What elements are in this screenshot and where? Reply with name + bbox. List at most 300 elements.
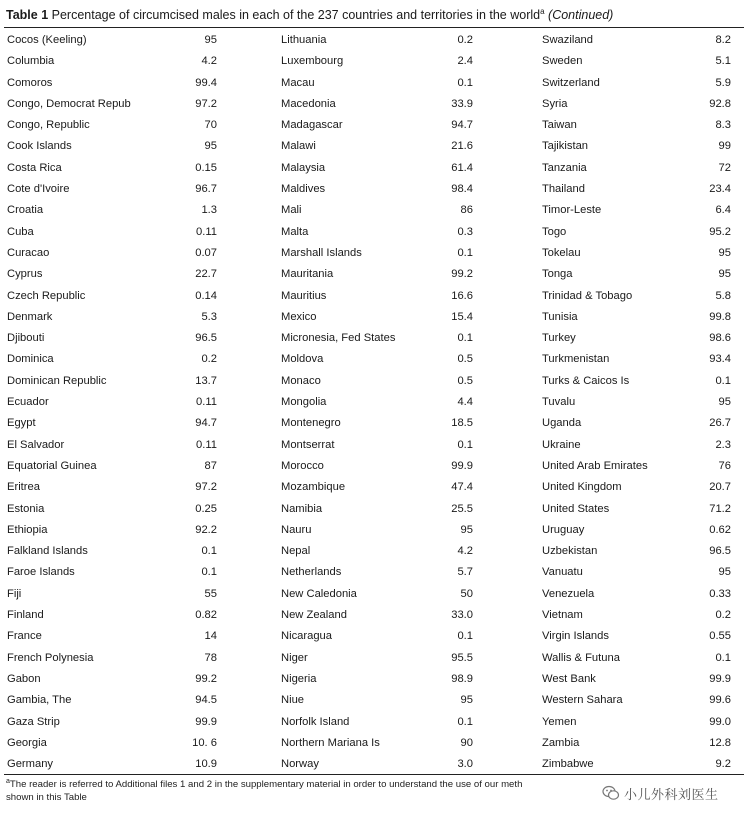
percentage-value: 0.55 xyxy=(709,630,731,643)
country-name: Zimbabwe xyxy=(542,758,594,771)
table-row xyxy=(281,51,481,72)
country-name: Madagascar xyxy=(281,119,343,132)
country-name: Equatorial Guinea xyxy=(7,459,97,472)
table-row xyxy=(7,733,237,754)
table-row xyxy=(281,648,481,669)
country-name: West Bank xyxy=(542,672,596,685)
country-name: Zambia xyxy=(542,736,580,749)
percentage-value: 95 xyxy=(204,34,217,46)
country-name: Malawi xyxy=(281,140,316,153)
percentage-value: 95 xyxy=(718,396,731,409)
percentage-value: 2.4 xyxy=(457,55,473,68)
table-row xyxy=(7,328,237,349)
country-name: Turks & Caicos Is xyxy=(542,374,630,387)
country-name: Venezuela xyxy=(542,587,595,600)
table-row xyxy=(542,179,739,200)
country-name: Columbia xyxy=(7,55,55,68)
table-column-1 xyxy=(7,30,237,775)
table-row xyxy=(281,562,481,583)
percentage-value: 99.9 xyxy=(709,672,731,685)
table-row xyxy=(542,73,739,94)
table-row xyxy=(7,371,237,392)
percentage-value: 92.2 xyxy=(195,523,217,536)
table-row xyxy=(7,435,237,456)
table-row xyxy=(281,754,481,775)
percentage-value: 99.2 xyxy=(451,268,473,281)
table-row xyxy=(542,200,739,221)
table-column-3 xyxy=(542,30,739,775)
table-label: Table 1 xyxy=(6,8,49,22)
table-row xyxy=(542,371,739,392)
table-row xyxy=(7,392,237,413)
table-bottom-rule xyxy=(4,774,744,775)
footnote-text-tail: shown in this Table xyxy=(6,792,87,803)
percentage-value: 0.33 xyxy=(709,587,731,600)
table-row xyxy=(542,648,739,669)
table-row xyxy=(542,392,739,413)
table-row xyxy=(281,605,481,626)
watermark-text: 小儿外科刘医生 xyxy=(624,787,719,803)
table-row xyxy=(7,222,237,243)
country-name: Gaza Strip xyxy=(7,715,60,728)
country-name: Mexico xyxy=(281,310,317,323)
country-name: Tokelau xyxy=(542,246,581,259)
country-name: Turkmenistan xyxy=(542,353,610,366)
table-row xyxy=(542,520,739,541)
table-row xyxy=(7,115,237,136)
country-name: Western Sahara xyxy=(542,694,623,707)
table-row xyxy=(542,158,739,179)
country-name: Northern Mariana Is xyxy=(281,736,380,749)
table-row xyxy=(7,562,237,583)
table-row xyxy=(281,30,481,51)
table-top-rule xyxy=(4,27,744,28)
percentage-value: 99.8 xyxy=(709,310,731,323)
table-row xyxy=(542,349,739,370)
table-row xyxy=(281,307,481,328)
table-row xyxy=(7,158,237,179)
country-name: Mauritius xyxy=(281,289,327,302)
country-name: Ukraine xyxy=(542,438,581,451)
table-row xyxy=(7,243,237,264)
table-row xyxy=(281,349,481,370)
country-name: Cote d'Ivoire xyxy=(7,183,70,196)
country-name: Fiji xyxy=(7,587,22,600)
table-title: Percentage of circumcised males in each of the 237 countries and territories in the world xyxy=(51,8,541,22)
country-name: France xyxy=(7,630,42,643)
table-row xyxy=(542,94,739,115)
percentage-value: 99.9 xyxy=(451,459,473,472)
percentage-value: 5.7 xyxy=(457,566,473,579)
percentage-value: 0.2 xyxy=(457,34,473,46)
table-row xyxy=(281,626,481,647)
table-row xyxy=(281,435,481,456)
table-column-2 xyxy=(281,30,481,775)
footnote-marker: a xyxy=(6,777,10,785)
table-row xyxy=(542,30,739,51)
table-caption xyxy=(6,7,743,23)
table-row xyxy=(281,392,481,413)
country-name: Wallis & Futuna xyxy=(542,651,620,664)
percentage-value: 97.2 xyxy=(195,481,217,494)
table-row xyxy=(542,115,739,136)
country-name: Nigeria xyxy=(281,672,317,685)
percentage-value: 86 xyxy=(460,204,473,217)
country-name: Ecuador xyxy=(7,396,49,409)
country-name: Mozambique xyxy=(281,481,346,494)
country-name: Ethiopia xyxy=(7,523,48,536)
country-name: French Polynesia xyxy=(7,651,94,664)
percentage-value: 1.3 xyxy=(201,204,217,217)
table-row xyxy=(542,456,739,477)
percentage-value: 99.6 xyxy=(709,694,731,707)
country-name: United Arab Emirates xyxy=(542,459,648,472)
percentage-value: 95 xyxy=(718,566,731,579)
table-row xyxy=(281,690,481,711)
table-row xyxy=(542,499,739,520)
country-name: Trinidad & Tobago xyxy=(542,289,633,302)
table-row xyxy=(7,648,237,669)
table-row xyxy=(7,712,237,733)
country-name: Syria xyxy=(542,97,568,110)
country-name: Yemen xyxy=(542,715,577,728)
country-name: Congo, Democrat Repub xyxy=(7,97,131,110)
country-name: Nicaragua xyxy=(281,630,332,643)
table-row xyxy=(542,605,739,626)
percentage-value: 97.2 xyxy=(195,97,217,110)
percentage-value: 5.1 xyxy=(715,55,731,68)
country-name: Gambia, The xyxy=(7,694,72,707)
country-name: Marshall Islands xyxy=(281,246,362,259)
table-row xyxy=(7,669,237,690)
percentage-value: 0.2 xyxy=(201,353,217,366)
percentage-value: 95 xyxy=(460,523,473,536)
percentage-value: 0.5 xyxy=(457,353,473,366)
country-name: Vietnam xyxy=(542,609,583,622)
country-name: Timor-Leste xyxy=(542,204,602,217)
table-row xyxy=(542,51,739,72)
country-name: Micronesia, Fed States xyxy=(281,332,396,345)
percentage-value: 9.2 xyxy=(715,758,731,771)
percentage-value: 16.6 xyxy=(451,289,473,302)
percentage-value: 98.9 xyxy=(451,672,473,685)
table-row xyxy=(281,222,481,243)
percentage-value: 61.4 xyxy=(451,161,473,174)
percentage-value: 23.4 xyxy=(709,183,731,196)
country-name: Netherlands xyxy=(281,566,342,579)
country-name: Djibouti xyxy=(7,332,45,345)
percentage-value: 25.5 xyxy=(451,502,473,515)
table-row xyxy=(7,51,237,72)
footnote-text: The reader is referred to Additional files 1 and 2 in the supplementary material in order to understand the use of our meth xyxy=(9,779,523,790)
table-row xyxy=(281,712,481,733)
country-name: Niue xyxy=(281,694,305,707)
table-row xyxy=(7,179,237,200)
percentage-value: 0.15 xyxy=(195,161,217,174)
table-row xyxy=(7,73,237,94)
country-name: Niger xyxy=(281,651,308,664)
table-row xyxy=(7,754,237,775)
percentage-value: 95 xyxy=(460,694,473,707)
country-name: Czech Republic xyxy=(7,289,86,302)
percentage-value: 0.07 xyxy=(195,246,217,259)
table-row xyxy=(7,349,237,370)
table-row xyxy=(542,264,739,285)
percentage-value: 15.4 xyxy=(451,310,473,323)
percentage-value: 55 xyxy=(204,587,217,600)
table-row xyxy=(7,605,237,626)
percentage-value: 5.3 xyxy=(201,310,217,323)
table-row xyxy=(281,733,481,754)
percentage-value: 33.0 xyxy=(451,609,473,622)
country-name: Mali xyxy=(281,204,302,217)
percentage-value: 6.4 xyxy=(715,204,731,217)
table-row xyxy=(7,541,237,562)
percentage-value: 0.1 xyxy=(201,545,217,558)
country-name: Dominica xyxy=(7,353,54,366)
percentage-value: 21.6 xyxy=(451,140,473,153)
percentage-value: 0.1 xyxy=(457,438,473,451)
percentage-value: 14 xyxy=(204,630,217,643)
percentage-value: 0.1 xyxy=(715,651,731,664)
percentage-value: 96.7 xyxy=(195,183,217,196)
country-name: United Kingdom xyxy=(542,481,622,494)
table-row xyxy=(7,200,237,221)
country-name: Montserrat xyxy=(281,438,335,451)
country-name: Morocco xyxy=(281,459,324,472)
table-row xyxy=(542,413,739,434)
table-row xyxy=(281,115,481,136)
percentage-value: 18.5 xyxy=(451,417,473,430)
percentage-value: 98.4 xyxy=(451,183,473,196)
percentage-value: 4.2 xyxy=(457,545,473,558)
country-name: Macau xyxy=(281,76,315,89)
percentage-value: 0.2 xyxy=(715,609,731,622)
table-row xyxy=(7,94,237,115)
percentage-value: 0.1 xyxy=(457,332,473,345)
table-row xyxy=(7,264,237,285)
percentage-value: 95 xyxy=(718,268,731,281)
country-name: Namibia xyxy=(281,502,323,515)
table-row xyxy=(542,435,739,456)
percentage-value: 0.1 xyxy=(715,374,731,387)
percentage-value: 0.82 xyxy=(195,609,217,622)
percentage-value: 0.25 xyxy=(195,502,217,515)
percentage-value: 12.8 xyxy=(709,736,731,749)
country-name: Tunisia xyxy=(542,310,578,323)
table-row xyxy=(542,690,739,711)
country-name: El Salvador xyxy=(7,438,65,451)
table-row xyxy=(281,413,481,434)
table-row xyxy=(281,243,481,264)
percentage-value: 94.7 xyxy=(451,119,473,132)
table-row xyxy=(7,690,237,711)
country-name: Costa Rica xyxy=(7,161,62,174)
country-name: Luxembourg xyxy=(281,55,344,68)
table-row xyxy=(542,541,739,562)
country-name: Swaziland xyxy=(542,34,593,46)
percentage-value: 99 xyxy=(718,140,731,153)
percentage-value: 0.1 xyxy=(457,246,473,259)
country-name: Moldova xyxy=(281,353,324,366)
table-row xyxy=(281,286,481,307)
country-name: Malta xyxy=(281,225,309,238)
table-row xyxy=(7,477,237,498)
percentage-value: 99.0 xyxy=(709,715,731,728)
country-name: Montenegro xyxy=(281,417,341,430)
percentage-value: 92.8 xyxy=(709,97,731,110)
table-row xyxy=(281,371,481,392)
percentage-value: 94.7 xyxy=(195,417,217,430)
country-name: Thailand xyxy=(542,183,585,196)
country-name: Nauru xyxy=(281,523,312,536)
percentage-value: 70 xyxy=(204,119,217,132)
country-name: Norway xyxy=(281,758,319,771)
country-name: Faroe Islands xyxy=(7,566,75,579)
percentage-value: 96.5 xyxy=(195,332,217,345)
country-name: Maldives xyxy=(281,183,326,196)
percentage-value: 76 xyxy=(718,459,731,472)
table-row xyxy=(542,477,739,498)
percentage-value: 87 xyxy=(204,459,217,472)
table-row xyxy=(281,179,481,200)
table-row xyxy=(542,136,739,157)
percentage-value: 72 xyxy=(718,161,731,174)
country-name: Switzerland xyxy=(542,76,600,89)
percentage-value: 0.1 xyxy=(201,566,217,579)
percentage-value: 0.62 xyxy=(709,523,731,536)
country-name: New Caledonia xyxy=(281,587,357,600)
table-row xyxy=(281,669,481,690)
percentage-value: 99.4 xyxy=(195,76,217,89)
country-name: Curacao xyxy=(7,246,50,259)
percentage-value: 0.1 xyxy=(457,630,473,643)
table-row xyxy=(542,328,739,349)
percentage-value: 99.9 xyxy=(195,715,217,728)
table-row xyxy=(281,94,481,115)
table-row xyxy=(7,286,237,307)
table-row xyxy=(7,307,237,328)
country-name: Cuba xyxy=(7,225,34,238)
table-row xyxy=(7,136,237,157)
percentage-value: 0.11 xyxy=(196,225,217,238)
table-row xyxy=(542,562,739,583)
country-name: New Zealand xyxy=(281,609,347,622)
percentage-value: 95 xyxy=(718,246,731,259)
country-name: Malaysia xyxy=(281,161,326,174)
wechat-icon xyxy=(602,784,620,802)
country-name: Falkland Islands xyxy=(7,545,88,558)
table-row xyxy=(542,626,739,647)
percentage-value: 26.7 xyxy=(709,417,731,430)
country-name: Turkey xyxy=(542,332,576,345)
table-row xyxy=(281,499,481,520)
country-name: Taiwan xyxy=(542,119,577,132)
table-row xyxy=(7,413,237,434)
country-name: Uganda xyxy=(542,417,582,430)
percentage-value: 3.0 xyxy=(457,758,473,771)
table-row xyxy=(7,456,237,477)
percentage-value: 71.2 xyxy=(709,502,731,515)
percentage-value: 0.11 xyxy=(196,396,217,409)
table-row xyxy=(542,712,739,733)
table-row xyxy=(542,307,739,328)
table-row xyxy=(542,286,739,307)
percentage-value: 33.9 xyxy=(451,97,473,110)
percentage-value: 5.8 xyxy=(715,289,731,302)
country-name: Estonia xyxy=(7,502,45,515)
table-row xyxy=(281,456,481,477)
country-name: Nepal xyxy=(281,545,311,558)
percentage-value: 95 xyxy=(204,140,217,153)
continued-label: (Continued) xyxy=(548,8,614,22)
country-name: Tanzania xyxy=(542,161,587,174)
percentage-value: 8.2 xyxy=(715,34,731,46)
table-row xyxy=(7,626,237,647)
country-name: Uruguay xyxy=(542,523,585,536)
table-row xyxy=(281,584,481,605)
table-row xyxy=(7,30,237,51)
percentage-value: 0.5 xyxy=(457,374,473,387)
country-name: Cocos (Keeling) xyxy=(7,34,87,46)
table-row xyxy=(542,754,739,775)
table-row xyxy=(542,584,739,605)
percentage-value: 93.4 xyxy=(709,353,731,366)
table-row xyxy=(281,136,481,157)
country-name: Finland xyxy=(7,609,44,622)
percentage-value: 95.2 xyxy=(709,225,731,238)
watermark xyxy=(598,782,723,804)
table-row xyxy=(542,222,739,243)
percentage-value: 2.3 xyxy=(715,438,731,451)
country-name: Sweden xyxy=(542,55,583,68)
percentage-value: 5.9 xyxy=(715,76,731,89)
table-row xyxy=(7,520,237,541)
table-row xyxy=(7,499,237,520)
country-name: Cook Islands xyxy=(7,140,72,153)
percentage-value: 22.7 xyxy=(195,268,217,281)
table-row xyxy=(542,669,739,690)
country-name: Lithuania xyxy=(281,34,327,46)
percentage-value: 50 xyxy=(460,587,473,600)
table-row xyxy=(281,520,481,541)
percentage-value: 96.5 xyxy=(709,545,731,558)
country-name: Togo xyxy=(542,225,567,238)
percentage-value: 13.7 xyxy=(195,374,217,387)
percentage-value: 90 xyxy=(460,736,473,749)
caption-footnote-marker: a xyxy=(540,7,545,16)
percentage-value: 10.9 xyxy=(195,758,217,771)
country-name: Tuvalu xyxy=(542,396,576,409)
country-name: Norfolk Island xyxy=(281,715,350,728)
percentage-value: 99.2 xyxy=(195,672,217,685)
country-name: Eritrea xyxy=(7,481,40,494)
country-name: Gabon xyxy=(7,672,41,685)
country-name: Dominican Republic xyxy=(7,374,107,387)
country-name: Vanuatu xyxy=(542,566,583,579)
percentage-value: 47.4 xyxy=(451,481,473,494)
country-name: Denmark xyxy=(7,310,53,323)
percentage-value: 0.14 xyxy=(195,289,217,302)
table-row xyxy=(542,243,739,264)
percentage-value: 78 xyxy=(204,651,217,664)
percentage-value: 0.1 xyxy=(457,76,473,89)
table-row xyxy=(281,541,481,562)
country-name: Uzbekistan xyxy=(542,545,598,558)
percentage-value: 20.7 xyxy=(709,481,731,494)
percentage-value: 10. 6 xyxy=(192,736,217,749)
percentage-value: 0.3 xyxy=(457,225,473,238)
